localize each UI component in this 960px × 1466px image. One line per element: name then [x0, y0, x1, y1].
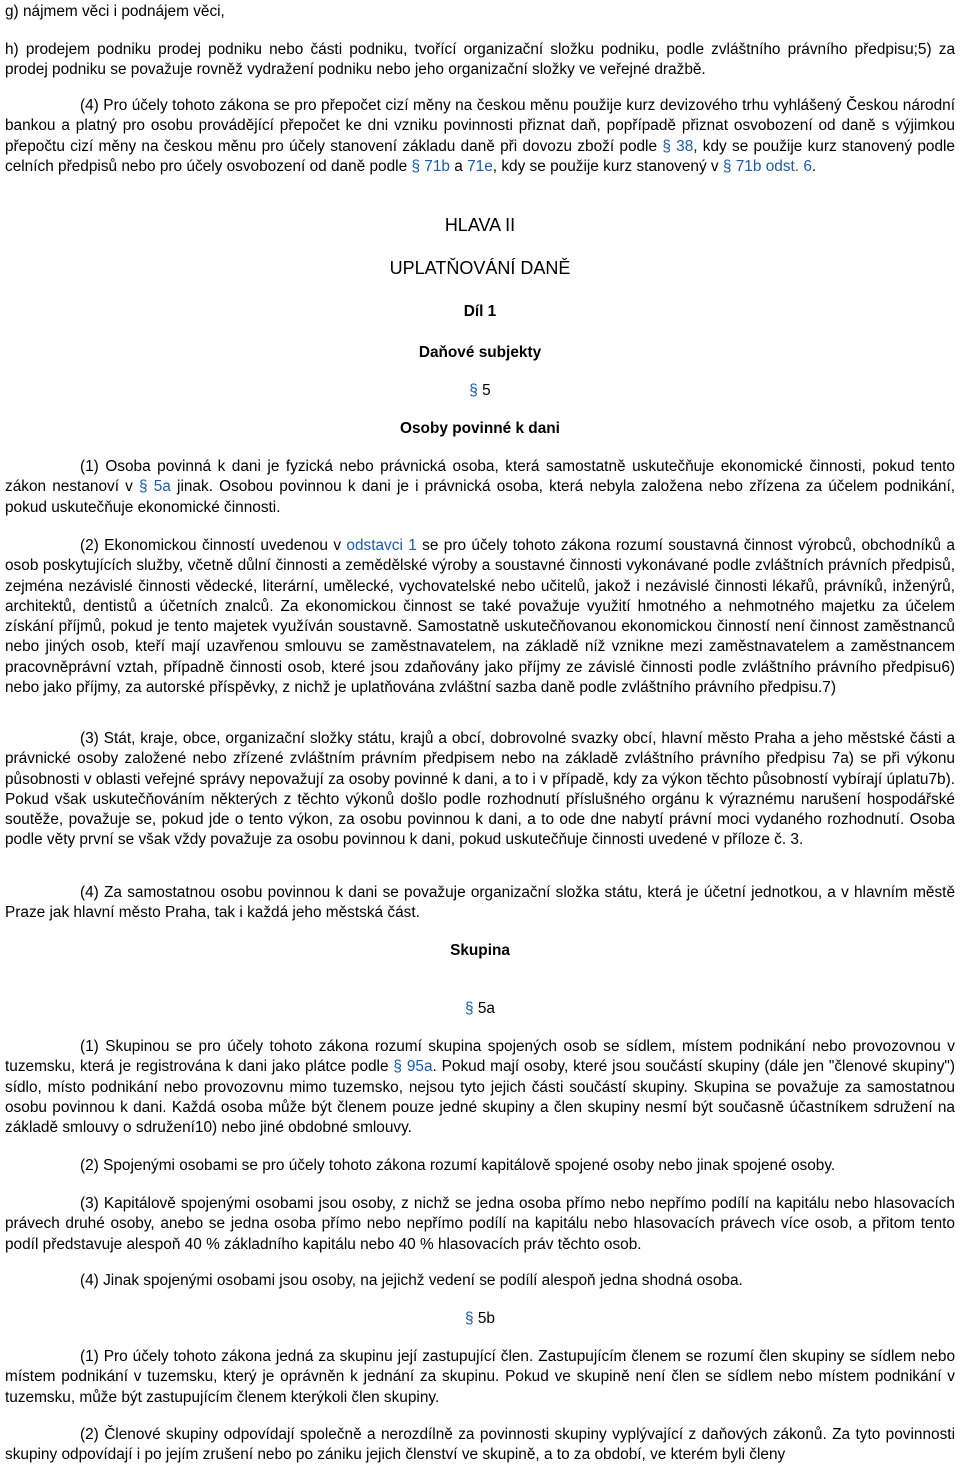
paragraph-4-exchange-rate: (4) Pro účely tohoto zákona se pro přepočet cizí měny na českou měnu použije kurz devizového trhu vyhlášený Českou národní bankou a platný pro osobu provádějící přepočet ke dni vzniku povinnosti přiznat daň, popřípadě přiznat osvobození od daně s výjimkou přepočtu cizí měny na českou měnu pro účely stanovení základu daně při dovozu zboží podle § 38, kdy se použije kurz stanovený podle celních předpisů nebo pro účely osvobození od daně podle § 71b a 71e, kdy se použije kurz stanovený v § 71b odst. 6.	[5, 97, 955, 175]
heading-uplatnovani: UPLATŇOVÁNÍ DANĚ	[389, 258, 571, 278]
heading-osoby-povinne: Osoby povinné k dani	[400, 420, 560, 437]
section-sign-icon: §	[465, 1310, 474, 1327]
link-section-5a[interactable]: 5a	[153, 478, 171, 496]
paragraph-5b-2: (2) Členové skupiny odpovídají společně a nerozdílně za povinnosti skupiny vyplývající z daňových zákonů. Za tyto povinnosti skupiny odpovídají i po jejím zrušení nebo po zániku jejich členství ve skupině, a to za období, ve kterém byli členy	[5, 1426, 955, 1464]
paragraph-5a-4: (4) Jinak spojenými osobami jsou osoby, na jejichž vedení se podílí alespoň jedna shodná osoba.	[80, 1272, 743, 1289]
paragraph-5-4: (4) Za samostatnou osobu povinnou k dani se považuje organizační složka státu, která je účetní jednotkou, a v hlavním městě Praze jak hlavní město Praha, tak i každá jeho městská část.	[5, 884, 955, 922]
paragraph-h: h) prodejem podniku prodej podniku nebo části podniku, tvořící organizační složku podniku, podle zvláštního právního předpisu;5) za prodej podniku se považuje rovněž vydražení podniku nebo jeho organizační složky ve veřejné dražbě.	[5, 41, 955, 79]
section-sign-icon: §	[662, 137, 671, 155]
link-section-71b-6[interactable]: 71b odst. 6	[735, 157, 812, 175]
paragraph-5-2: (2) Ekonomickou činností uvedenou v odstavci 1 se pro účely tohoto zákona rozumí soustavná činnost výrobců, obchodníků a osob poskytujících služby, včetně důlní činnosti a zemědělské výroby a soustavné činnosti vykonávané podle zvláštních právních předpisů, zejména nezávislé činnosti vědecké, literární, umělecké, vychovatelské nebo učitelů, jakož i nezávislé činnosti lékařů, právníků, inženýrů, architektů, dentistů a účetních znalců. Za ekonomickou činnost se také považuje využití hmotného a nehmotného majetku za účelem získání příjmů, pokud je tento majetek využíván soustavně. Samostatně uskutečňovanou ekonomickou činností není činnost zaměstnanců nebo jiných osob, kteří mají uzavřenou smlouvu se zaměstnavatelem, na základě níž vznikne mezi zaměstnavatelem a zaměstnancem pracovněprávní vztah, případně činnosti osob, které jsou zdaňovány jako příjmy ze závislé činnosti podle zvláštního právního předpisu6) nebo jako příjmy, za autorské příspěvky, z nichž je uplatňována zvláštní sazba daně podle zvláštního právního předpisu.7)	[5, 537, 955, 697]
section-5-number: § 5	[469, 382, 491, 399]
section-sign-icon: §	[139, 478, 148, 496]
paragraph-5-3: (3) Stát, kraje, obce, organizační složky státu, krajů a obcí, dobrovolné svazky obcí, hlavní město Praha a jeho městské části a právnické osoby založené nebo zřízené zvláštním právním předpisem nebo na základě zvláštního právního předpisu 7a) se při výkonu působnosti v oblasti veřejné správy nepovažují za osoby povinné k dani, a to i v případě, kdy za výkon těchto působností vybírají úplatu7b). Pokud však uskutečňováním některých z těchto výkonů došlo podle rozhodnutí příslušného orgánu k výraznému narušení hospodářské soutěže, považuje se, pokud jde o tento výkon, za osobu povinnou k dani, a to ode dne nabytí právní moci vydaného rozhodnutí. Osoba podle věty první se však vždy považuje za osobu povinnou k dani, pokud uskutečňuje činnosti uvedené v příloze č. 3.	[5, 730, 955, 849]
paragraph-5a-3: (3) Kapitálově spojenými osobami jsou osoby, z nichž se jedna osoba přímo nebo nepřímo podílí na kapitálu nebo hlasovacích právech druhé osoby, anebo se jedna osoba přímo nebo nepřímo podílí na kapitálu nebo hlasovacích právech více osob, a přitom tento podíl představuje alespoň 40 % základního kapitálu nebo 40 % hlasovacích práv těchto osob.	[5, 1195, 955, 1253]
heading-skupina: Skupina	[450, 942, 510, 959]
link-section-95a[interactable]: 95a	[406, 1058, 433, 1076]
paragraph-g: g) nájmem věci i podnájem věci,	[5, 3, 225, 20]
section-sign-icon: §	[393, 1058, 402, 1076]
paragraph-5a-1: (1) Skupinou se pro účely tohoto zákona rozumí skupina spojených osob se sídlem, místem podnikání nebo provozovnou v tuzemsku, která je registrována k dani jako plátce podle § 95a. Pokud mají osoby, které jsou součástí skupiny (dále jen "členové skupiny") sídlo, místo podnikání nebo provozovnu mimo tuzemsko, nejsou tyto jejich části součástí skupiny. Skupina se považuje za samostatnou osobu povinnou k dani. Každá osoba může být členem pouze jedné skupiny a člen skupiny nesmí být současně účastníkem sdružení na základě smlouvy o sdružení10) nebo jiné obdobné smlouvy.	[5, 1038, 956, 1137]
heading-dil: Díl 1	[463, 303, 497, 320]
link-section-38[interactable]: 38	[676, 137, 694, 155]
paragraph-5a-2: (2) Spojenými osobami se pro účely tohoto zákona rozumí kapitálově spojené osoby nebo jinak spojené osoby.	[80, 1157, 836, 1174]
link-section-71b[interactable]: 71b	[424, 157, 450, 175]
link-odstavec-1[interactable]: odstavci 1	[346, 537, 417, 554]
section-sign-icon: §	[465, 1000, 474, 1017]
section-5b-number: § 5b	[465, 1310, 495, 1327]
section-5a-number: § 5a	[465, 1000, 495, 1017]
paragraph-5-1: (1) Osoba povinná k dani je fyzická nebo právnická osoba, která samostatně uskutečňuje ekonomické činnosti, pokud tento zákon nestanoví v § 5a jinak. Osobou povinnou k dani je i právnická osoba, která nebyla založena nebo zřízena za účelem podnikání, pokud uskutečňuje ekonomické činnosti.	[5, 458, 956, 516]
link-section-71e[interactable]: 71e	[467, 157, 493, 175]
section-sign-icon: §	[722, 157, 732, 175]
paragraph-5b-1: (1) Pro účely tohoto zákona jedná za skupinu její zastupující člen. Zastupujícím členem se rozumí člen skupiny se sídlem nebo místem podnikání v tuzemsku, který je oprávněn k jednání za skupinu. Pokud ve skupině není člen se sídlem nebo místem podnikání v tuzemsku, může být zastupujícím členem kterýkoli člen skupiny.	[5, 1348, 955, 1406]
heading-danove-subjekty: Daňové subjekty	[418, 344, 542, 361]
section-sign-icon: §	[469, 382, 478, 399]
heading-hlava: HLAVA II	[444, 215, 516, 235]
section-sign-icon: §	[411, 157, 420, 175]
